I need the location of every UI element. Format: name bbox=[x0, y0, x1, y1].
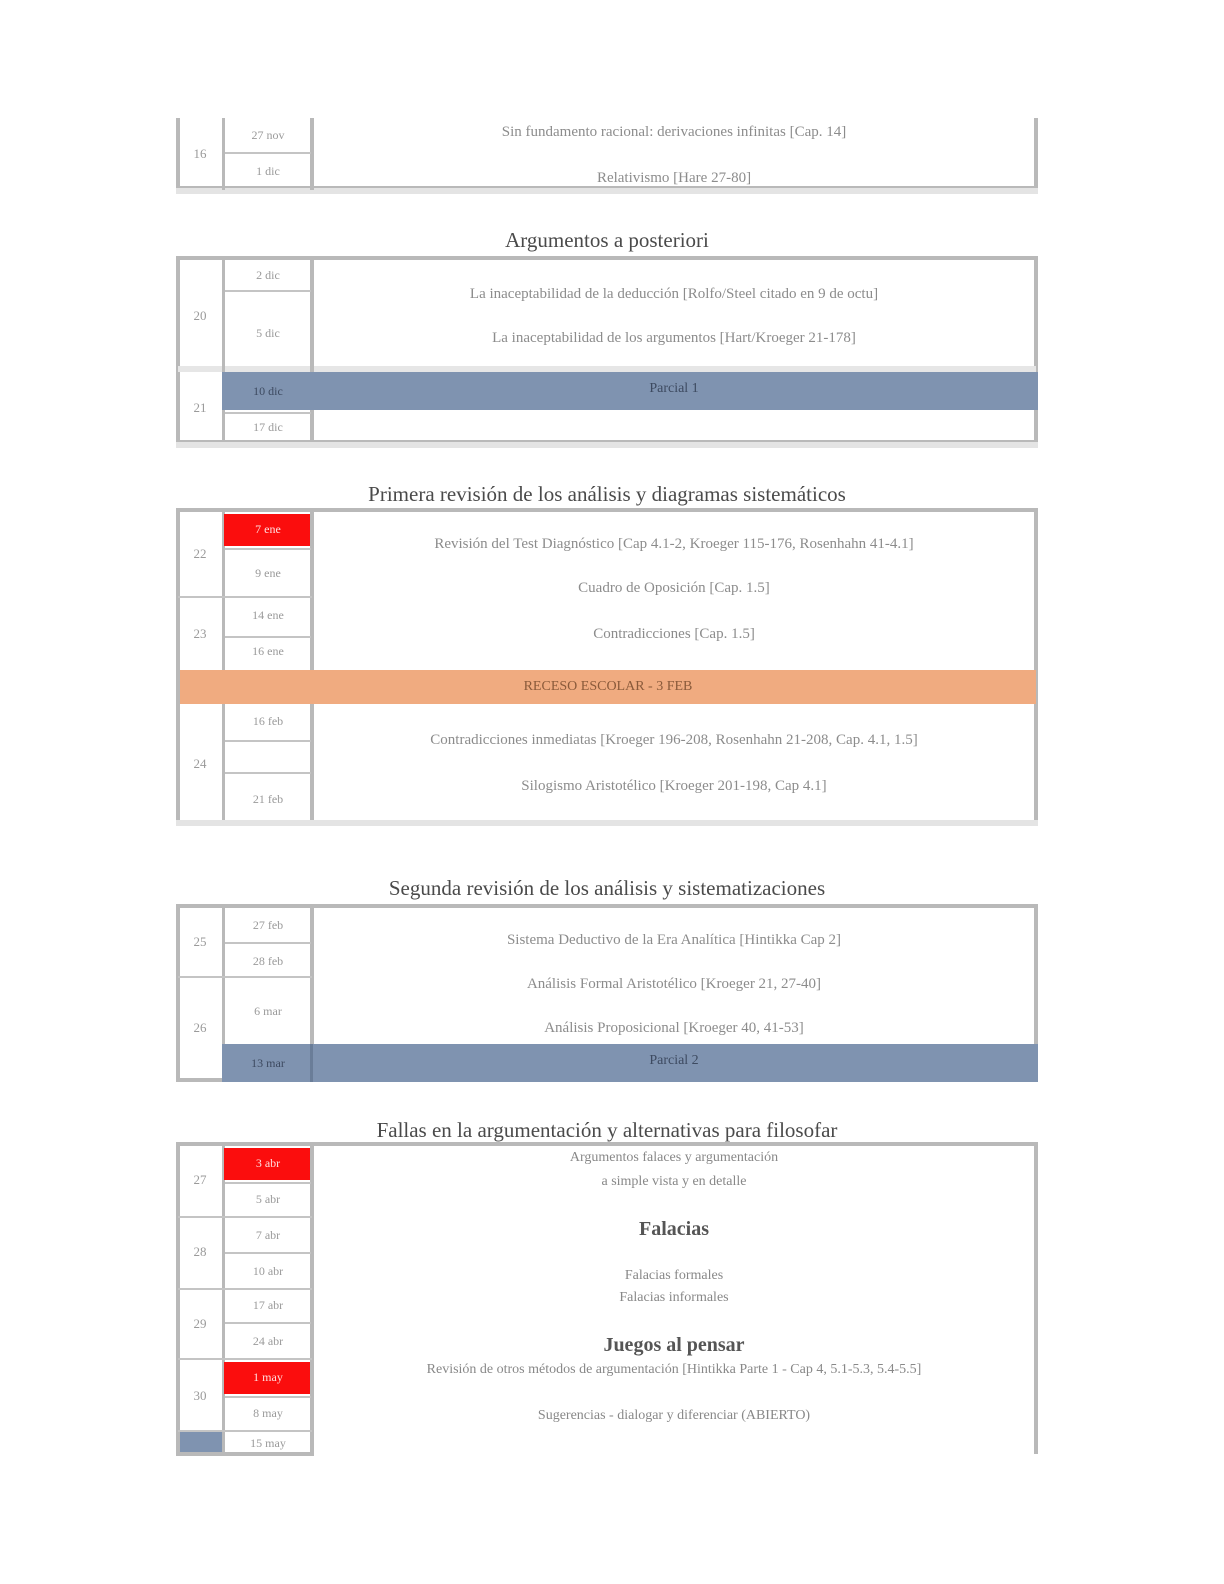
subheading: Juegos al pensar bbox=[603, 1334, 745, 1356]
content-line: Silogismo Aristotélico [Kroeger 201-198, Cap 4.1] bbox=[521, 778, 827, 794]
day-cell: 26 bbox=[193, 1020, 207, 1035]
content-line: Sin fundamento racional: derivaciones infinitas [Cap. 14] bbox=[501, 124, 847, 140]
content-line: Cuadro de Oposición [Cap. 1.5] bbox=[578, 580, 770, 596]
date-cell: 2 dic bbox=[256, 268, 280, 282]
divider bbox=[178, 1216, 312, 1218]
day-cell: 20 bbox=[193, 308, 207, 323]
content-line: Relativismo [Hare 27-80] bbox=[596, 170, 752, 186]
date-cell: 7 ene bbox=[255, 522, 281, 536]
date-cell: 5 abr bbox=[255, 1192, 281, 1206]
content-line: Revisión de otros métodos de argumentación [Hintikka Parte 1 - Cap 4, 5.1-5.3, 5.4-5.5] bbox=[426, 1362, 922, 1377]
date-cell: 16 ene bbox=[252, 644, 284, 658]
table-2-shadow bbox=[176, 820, 1038, 826]
divider bbox=[178, 976, 312, 978]
date-cell: 5 dic bbox=[256, 326, 280, 340]
date-cell: 1 may bbox=[253, 1370, 283, 1384]
day-cell: 16 bbox=[193, 146, 207, 161]
date-cell: 24 abr bbox=[252, 1334, 284, 1348]
date-cell: 6 mar bbox=[254, 1004, 282, 1018]
date-cell: 9 ene bbox=[255, 566, 281, 580]
divider bbox=[222, 1144, 225, 1454]
divider bbox=[225, 412, 311, 414]
date-cell: 15 may bbox=[250, 1436, 286, 1450]
date-cell: 28 feb bbox=[252, 954, 284, 968]
date-cell: 16 feb bbox=[252, 714, 284, 728]
date-cell: 10 dic bbox=[253, 384, 283, 398]
divider bbox=[225, 1182, 311, 1184]
divider bbox=[178, 596, 312, 598]
date-cell: 8 may bbox=[253, 1406, 283, 1420]
table-2 bbox=[176, 508, 1038, 824]
divider bbox=[225, 152, 311, 154]
day-cell: 24 bbox=[193, 756, 207, 771]
divider bbox=[225, 942, 311, 944]
day-cell: 23 bbox=[193, 626, 207, 641]
table-1-shadow bbox=[176, 442, 1038, 448]
date-cell: 13 mar bbox=[251, 1056, 285, 1070]
divider bbox=[310, 704, 314, 820]
date-cell: 17 dic bbox=[253, 420, 283, 434]
exam-label: Parcial 2 bbox=[649, 1053, 699, 1068]
divider bbox=[225, 548, 311, 550]
divider bbox=[222, 118, 225, 190]
date-cell: 27 nov bbox=[251, 128, 285, 142]
date-cell: 10 abr bbox=[252, 1264, 284, 1278]
section-title: Segunda revisión de los análisis y sistematizaciones bbox=[388, 876, 826, 900]
date-cell: 21 feb bbox=[252, 792, 284, 806]
content-line: Análisis Formal Aristotélico [Kroeger 21, 27-40] bbox=[526, 976, 822, 992]
date-cell: 14 ene bbox=[252, 608, 284, 622]
content-line: Contradicciones inmediatas [Kroeger 196-208, Rosenhahn 21-208, Cap. 4.1, 1.5] bbox=[430, 732, 918, 748]
exam-label: Parcial 1 bbox=[649, 381, 699, 396]
section-title: Argumentos a posteriori bbox=[505, 228, 709, 252]
divider bbox=[178, 1358, 312, 1360]
divider bbox=[222, 258, 225, 442]
day-cell: 30 bbox=[193, 1388, 207, 1403]
day-cell: 29 bbox=[193, 1316, 207, 1331]
content-line: a simple vista y en detalle bbox=[601, 1174, 747, 1189]
date-cell: 17 abr bbox=[252, 1298, 284, 1312]
day-cell: 21 bbox=[193, 400, 207, 415]
divider bbox=[225, 636, 311, 638]
content-line: Revisión del Test Diagnóstico [Cap 4.1-2, Kroeger 115-176, Rosenhahn 41-4.1] bbox=[434, 536, 914, 552]
divider bbox=[225, 772, 311, 774]
divider bbox=[225, 740, 311, 742]
day-cell: 25 bbox=[193, 934, 207, 949]
date-cell: 7 abr bbox=[255, 1228, 281, 1242]
content-line: Contradicciones [Cap. 1.5] bbox=[593, 626, 755, 642]
divider bbox=[225, 1322, 311, 1324]
divider bbox=[178, 1288, 312, 1290]
divider bbox=[310, 1044, 313, 1082]
content-line: Sugerencias - dialogar y diferenciar (ABIERTO) bbox=[537, 1408, 811, 1423]
section-title: Primera revisión de los análisis y diagramas sistemáticos bbox=[368, 482, 846, 506]
subheading: Falacias bbox=[639, 1218, 709, 1240]
divider bbox=[225, 1252, 311, 1254]
content-line: Sistema Deductivo de la Era Analítica [Hintikka Cap 2] bbox=[506, 932, 842, 948]
day-cell: 22 bbox=[193, 546, 207, 561]
content-line: Falacias informales bbox=[619, 1290, 729, 1305]
day-cell: 27 bbox=[193, 1172, 207, 1187]
content-line: La inaceptabilidad de la deducción [Rolfo/Steel citado en 9 de octu] bbox=[469, 286, 879, 302]
section-title: Fallas en la argumentación y alternativas para filosofar bbox=[376, 1118, 838, 1142]
date-cell: 1 dic bbox=[256, 164, 280, 178]
divider bbox=[222, 704, 225, 820]
legend-swatch bbox=[180, 1432, 222, 1452]
content-line: La inaceptabilidad de los argumentos [Hart/Kroeger 21-178] bbox=[492, 330, 856, 346]
table-0-shadow bbox=[176, 188, 1038, 194]
divider bbox=[225, 1396, 311, 1398]
date-cell: 3 abr bbox=[255, 1156, 281, 1170]
table-1 bbox=[176, 256, 1038, 444]
divider bbox=[225, 290, 311, 292]
content-line: Argumentos falaces y argumentación bbox=[569, 1150, 779, 1165]
date-cell: 27 feb bbox=[252, 918, 284, 932]
recess-label: RECESO ESCOLAR - 3 FEB bbox=[523, 679, 693, 694]
content-line: Análisis Proposicional [Kroeger 40, 41-53] bbox=[544, 1020, 804, 1036]
divider bbox=[176, 1452, 314, 1456]
content-line: Falacias formales bbox=[624, 1268, 724, 1283]
day-cell: 28 bbox=[193, 1244, 207, 1259]
